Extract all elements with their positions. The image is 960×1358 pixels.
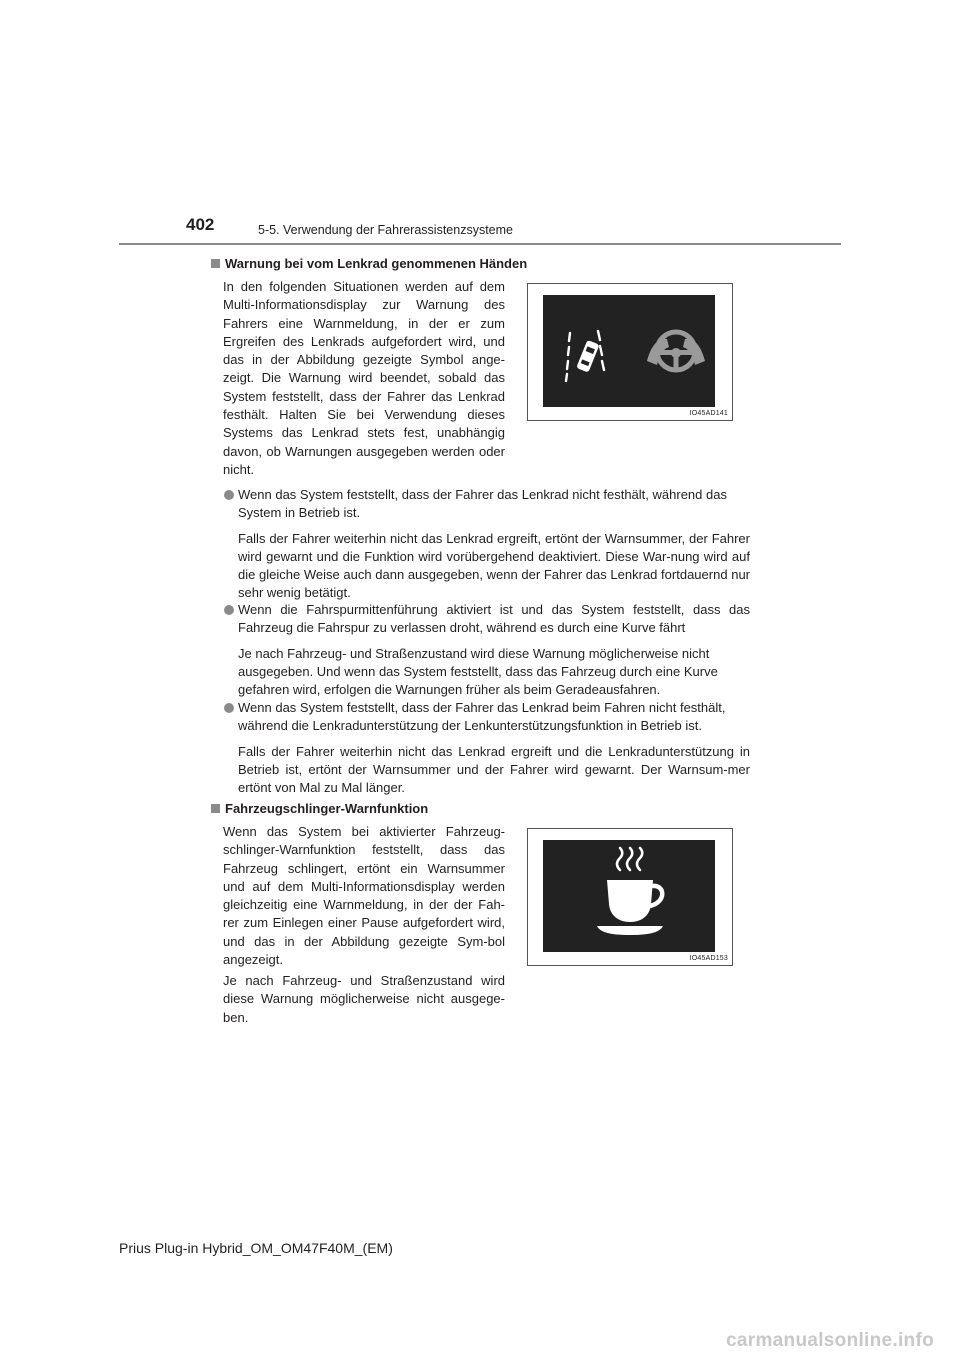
header-divider [119,243,841,245]
list-item [238,699,750,797]
steering-wheel-hands-icon [543,295,715,407]
display-screen [543,840,715,952]
bullet-dot-icon [224,703,234,713]
intro-paragraph: In den folgenden Situationen werden auf dem Multi-Informationsdisplay zur Warnung des Fahrers eine Warnmeldung, in der er zum Ergreifen des Lenkrads aufgefordert wird, und das in der Abbildung gezeigte Symbol ange-zeigt. Die Warnung wird beendet, sobald das System feststellt, dass der Fahrer das Lenkrad festhält. Halten Sie bei Verwendung dieses Systems das Lenkrad stets fest, unabhängig davon, ob Warnungen ausgegeben werden oder nicht. [223,279,505,477]
section-heading-text: Fahrzeugschlinger-Warnfunktion [225,801,429,816]
coffee-cup-icon [543,840,715,952]
bullet-text: Wenn die Fahrspurmittenführung aktiviert ist und das System feststellt, dass das Fahrzeug die Fahrspur zu verlassen droht, während es durch eine Kurve fährt [238,602,750,636]
bullet-detail: Falls der Fahrer weiterhin nicht das Lenkrad ergreift und die Lenkradunterstützung in Betrieb ist, ertönt der Warnsummer und der Fahrer wird gewarnt. Der Warnsum-mer ertönt von Mal zu Mal länger. [238,743,750,796]
bullet-text: Wenn das System feststellt, dass der Fahrer das Lenkrad nicht festhält, während das System in Betrieb ist. [238,487,727,521]
figure-sway-warning [527,828,733,966]
list-item [238,601,750,699]
section-heading-text: Warnung bei vom Lenkrad genommenen Händen [225,256,528,271]
bullet-dot-icon [224,605,234,615]
section-title: 5-5. Verwendung der Fahrerassistenzsysteme [258,223,513,237]
watermark-logo: carmanualsonline.info [726,1330,934,1351]
figure-code: IO45AD141 [689,410,728,417]
bullet-detail: Je nach Fahrzeug- und Straßenzustand wird diese Warnung möglicherweise nicht ausgegeben. Und wenn das System feststellt, dass das Fahrzeug durch eine Kurve gefahren wird, erfolgen die Warnungen früher als beim Geradeausfahren. [238,645,718,698]
document-id: Prius Plug-in Hybrid_OM_OM47F40M_(EM) [119,1240,393,1256]
section-heading-hands-off [211,256,527,271]
sway-paragraph-1: Wenn das System bei aktivierter Fahrzeug-schlinger-Warnfunktion feststellt, dass das Fahrzeug schlingert, ertönt ein Warnsummer und auf dem Multi-Informationsdisplay werden gleichzeitig eine Warnmeldung, in der der Fah-rer zum Einlegen einer Pause aufgefordert wird, und das in der Abbildung gezeigte Sym-bol angezeigt. [223,824,505,968]
page-number: 402 [186,215,215,234]
bullet-dot-icon [224,490,234,500]
sway-paragraph-2: Je nach Fahrzeug- und Straßenzustand wird diese Warnung möglicherweise nicht ausgege-ben. [223,973,505,1025]
display-screen [543,295,715,407]
bullet-text: Wenn das System feststellt, dass der Fahrer das Lenkrad beim Fahren nicht festhält, während die Lenkradunterstützung der Lenkunterstützungsfunktion in Betrieb ist. [238,700,726,734]
figure-code: IO45AD153 [689,955,728,962]
section-heading-sway-warning [211,801,428,816]
square-bullet-icon [211,259,220,268]
bullet-detail: Falls der Fahrer weiterhin nicht das Lenkrad ergreift, ertönt der Warnsummer, der Fahrer wird gewarnt und die Funktion wird vorübergehend deaktiviert. Diese War-nung wird auf die gleiche Weise auch dann ausgegeben, wenn der Fahrer das Lenkrad fortdauernd nur sehr wenig betätigt. [238,530,750,601]
list-item [238,486,750,603]
square-bullet-icon [211,804,220,813]
figure-hands-off-warning [527,283,733,421]
